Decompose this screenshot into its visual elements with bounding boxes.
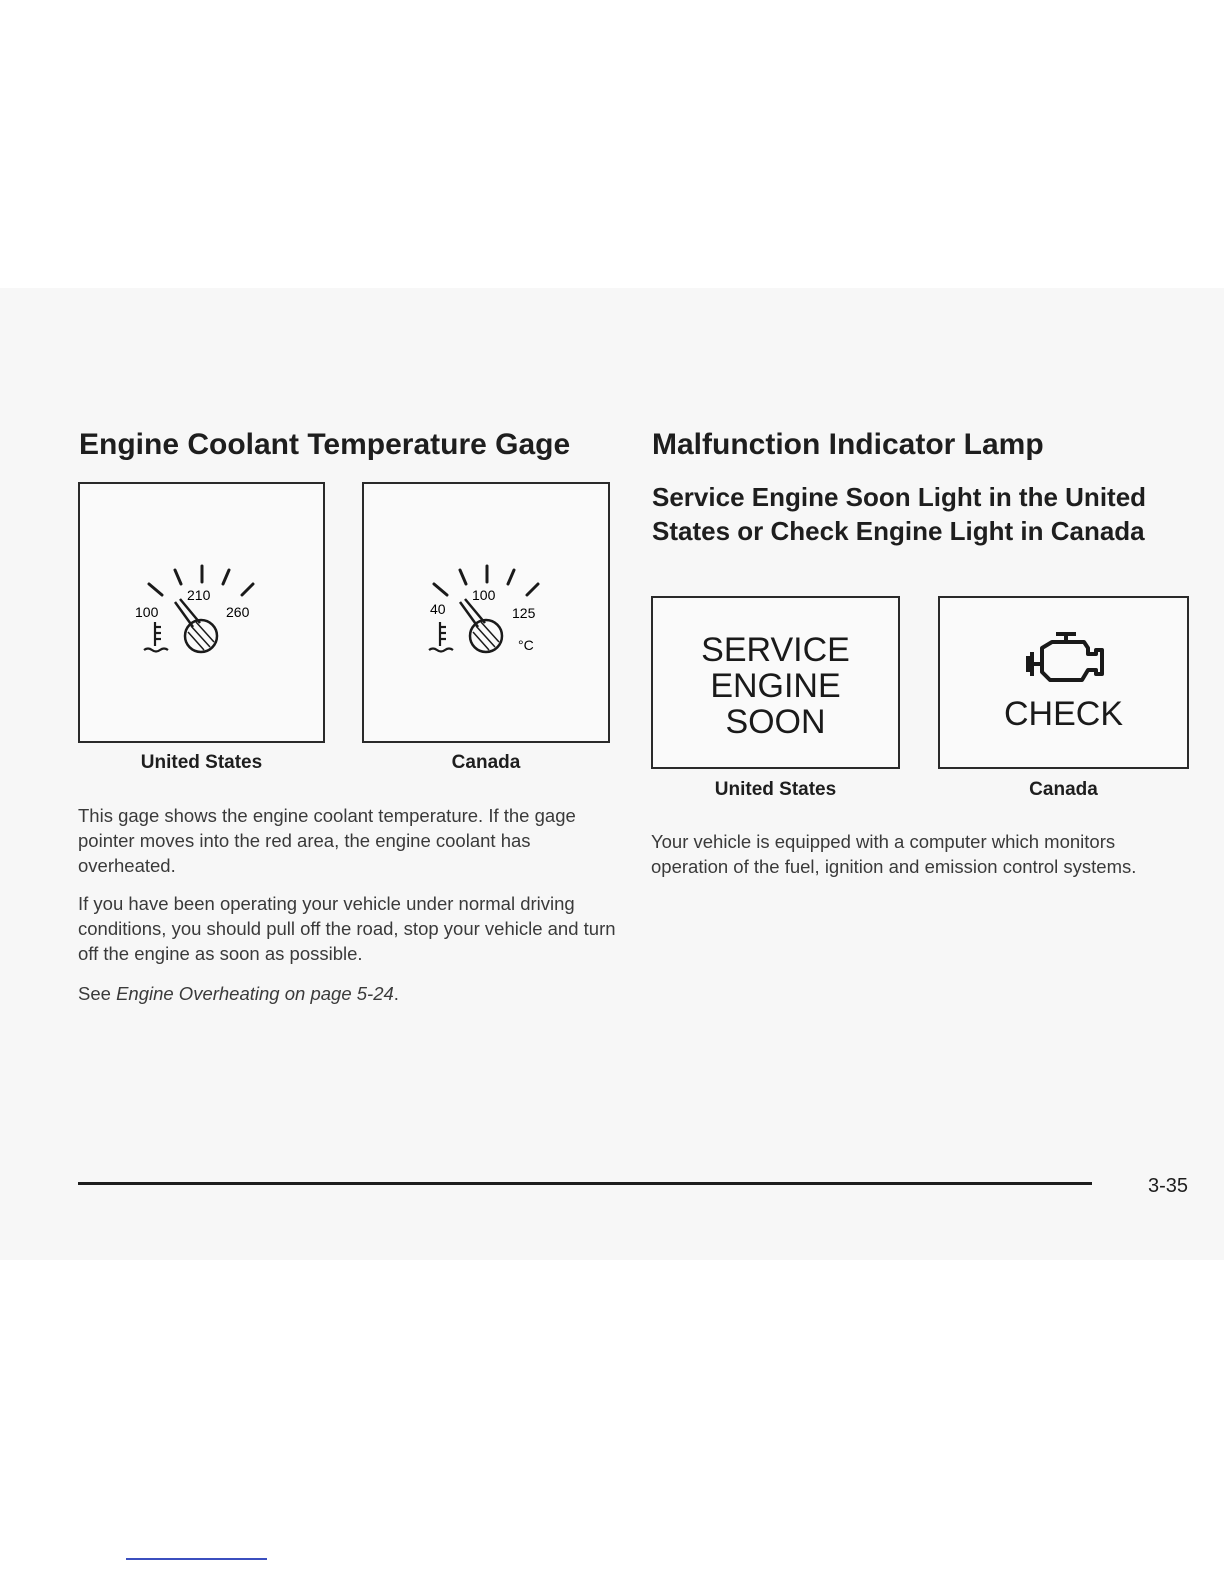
check-label: CHECK	[1003, 695, 1124, 733]
coolant-thermometer-icon	[429, 622, 453, 652]
page-number: 3-35	[1148, 1175, 1189, 1197]
lamp-line-1: SERVICE	[701, 631, 850, 669]
gauge-tick-low: 100	[135, 604, 159, 620]
coolant-paragraph-2: If you have been operating your vehicle under normal driving conditions, you should pull off the road, stop your vehicle and turn off the engine as soon as possible.	[78, 893, 616, 964]
section-subtitle: Service Engine Soon Light in the United States or Check Engine Light in Canada	[652, 482, 1147, 546]
lamp-line-3: SOON	[725, 703, 826, 741]
us-gauge-caption: United States	[140, 752, 263, 773]
overheating-reference: Engine Overheating on page 5-24	[116, 983, 394, 1004]
canada-gauge-figure	[362, 482, 610, 743]
coolant-paragraph-3: See Engine Overheating on page 5-24.	[78, 983, 399, 1004]
gauge-tick-low: 40	[430, 601, 446, 617]
gauge-tick-mid: 100	[472, 587, 496, 603]
section-title-malfunction-lamp: Malfunction Indicator Lamp	[652, 428, 1044, 461]
service-engine-soon-lamp	[651, 596, 900, 769]
footer-rule	[78, 1182, 1092, 1185]
us-lamp-caption: United States	[714, 779, 837, 800]
malfunction-paragraph: Your vehicle is equipped with a computer which monitors operation of the fuel, ignition and emission control systems.	[651, 831, 1137, 877]
section-title-coolant-gage: Engine Coolant Temperature Gage	[79, 428, 571, 461]
us-gauge-figure	[78, 482, 325, 743]
gauge-unit: °C	[518, 637, 534, 653]
canada-lamp-caption: Canada	[1029, 779, 1098, 800]
canada-gauge-caption: Canada	[451, 752, 521, 773]
coolant-paragraph-1: This gage shows the engine coolant temperature. If the gage pointer moves into the red area, the engine coolant has overheated.	[78, 805, 576, 876]
gauge-tick-high: 260	[226, 604, 250, 620]
check-engine-lamp	[938, 596, 1189, 769]
temperature-gauge-icon	[80, 484, 323, 741]
coolant-thermometer-icon	[144, 622, 168, 652]
lamp-line-2: ENGINE	[710, 667, 841, 705]
gauge-tick-mid: 210	[187, 587, 211, 603]
temperature-gauge-icon	[364, 484, 608, 741]
footer-link-underline	[126, 1558, 267, 1560]
gauge-tick-high: 125	[512, 605, 536, 621]
engine-icon	[1012, 628, 1112, 690]
